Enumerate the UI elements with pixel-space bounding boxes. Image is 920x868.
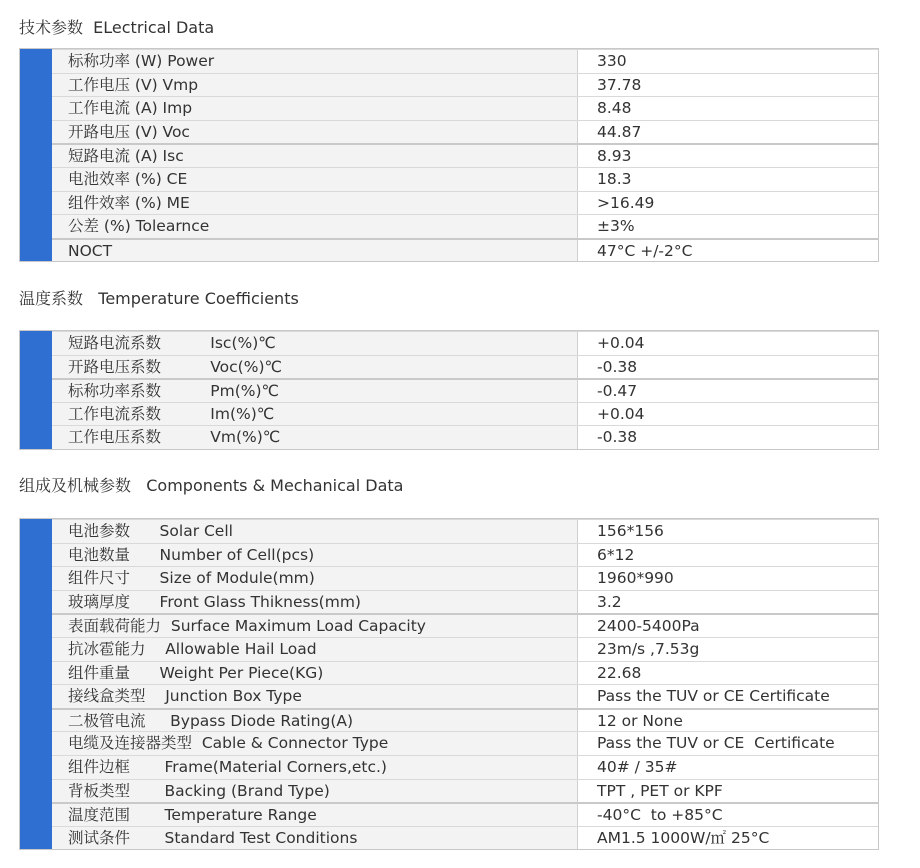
row-value: 8.48 xyxy=(578,97,878,120)
table-row xyxy=(52,120,878,144)
row-label: 电池效率 (%) CE xyxy=(52,168,578,191)
row-value: 3.2 xyxy=(578,591,878,614)
row-label: 标称功率 (W) Power xyxy=(52,50,578,73)
section-title-electrical: 技术参数 ELectrical Data xyxy=(19,18,215,37)
table-row xyxy=(52,73,878,97)
row-value: 22.68 xyxy=(578,662,878,685)
row-label: 电池数量 Number of Cell(pcs) xyxy=(52,544,578,567)
row-value: 330 xyxy=(578,50,878,73)
table-row xyxy=(52,331,878,355)
table-row xyxy=(52,731,878,755)
table-row xyxy=(52,708,878,732)
table-row xyxy=(52,402,878,426)
row-value: 156*156 xyxy=(578,520,878,543)
table-row xyxy=(52,566,878,590)
row-value: TPT , PET or KPF xyxy=(578,780,878,803)
row-label: 工作电流 (A) Imp xyxy=(52,97,578,120)
row-label: 短路电流 (A) Isc xyxy=(52,145,578,167)
row-value: 12 or None xyxy=(578,710,878,732)
row-label: 开路电压系数 Voc(%)℃ xyxy=(52,356,578,379)
table-row xyxy=(52,543,878,567)
row-value: +0.04 xyxy=(578,332,878,355)
row-label: 工作电流系数 Im(%)℃ xyxy=(52,403,578,426)
row-label: 短路电流系数 Isc(%)℃ xyxy=(52,332,578,355)
table-accent-bar xyxy=(20,519,52,849)
row-label: 测试条件 Standard Test Conditions xyxy=(52,827,578,850)
row-value: 6*12 xyxy=(578,544,878,567)
row-label: 玻璃厚度 Front Glass Thikness(mm) xyxy=(52,591,578,614)
table-accent-bar xyxy=(20,49,52,261)
row-value: 2400-5400Pa xyxy=(578,615,878,637)
row-label: 背板类型 Backing (Brand Type) xyxy=(52,780,578,803)
row-label: 二极管电流 Bypass Diode Rating(A) xyxy=(52,710,578,732)
row-value: 8.93 xyxy=(578,145,878,167)
mechanical-data-table xyxy=(19,518,879,850)
table-row xyxy=(52,684,878,708)
row-label: 组件边框 Frame(Material Corners,etc.) xyxy=(52,756,578,779)
table-row xyxy=(52,167,878,191)
row-value: 23m/s ,7.53g xyxy=(578,638,878,661)
section-title-mechanical: 组成及机械参数 Components & Mechanical Data xyxy=(19,476,404,495)
table-row xyxy=(52,613,878,637)
row-label: 电缆及连接器类型 Cable & Connector Type xyxy=(52,732,578,755)
table-row xyxy=(52,425,878,449)
electrical-data-table xyxy=(19,48,879,262)
row-value: 1960*990 xyxy=(578,567,878,590)
row-label: 表面载荷能力 Surface Maximum Load Capacity xyxy=(52,615,578,637)
row-label: 标称功率系数 Pm(%)℃ xyxy=(52,380,578,402)
table-row xyxy=(52,755,878,779)
row-label: 工作电压 (V) Vmp xyxy=(52,74,578,97)
table-row xyxy=(52,590,878,614)
row-value: AM1.5 1000W/㎡ 25°C xyxy=(578,827,878,850)
table-row xyxy=(52,238,878,262)
row-label: 接线盒类型 Junction Box Type xyxy=(52,685,578,708)
row-value: -0.38 xyxy=(578,356,878,379)
row-value: Pass the TUV or CE Certificate xyxy=(578,732,878,755)
row-label: NOCT xyxy=(52,240,578,262)
row-value: -0.47 xyxy=(578,380,878,402)
table-row xyxy=(52,143,878,167)
temperature-coefficients-table xyxy=(19,330,879,450)
row-value: Pass the TUV or CE Certificate xyxy=(578,685,878,708)
table-row xyxy=(52,214,878,238)
table-row xyxy=(52,49,878,73)
row-value: ±3% xyxy=(578,215,878,238)
row-value: >16.49 xyxy=(578,192,878,215)
table-row xyxy=(52,378,878,402)
section-title-temperature: 温度系数 Temperature Coefficients xyxy=(19,289,299,308)
table-row xyxy=(52,96,878,120)
table-accent-bar xyxy=(20,331,52,449)
row-label: 工作电压系数 Vm(%)℃ xyxy=(52,426,578,449)
table-row xyxy=(52,637,878,661)
row-value: 47°C +/-2°C xyxy=(578,240,878,262)
row-value: +0.04 xyxy=(578,403,878,426)
row-value: -40°C to +85°C xyxy=(578,804,878,826)
row-value: 40# / 35# xyxy=(578,756,878,779)
table-row xyxy=(52,779,878,803)
table-row xyxy=(52,661,878,685)
table-row xyxy=(52,519,878,543)
row-value: 18.3 xyxy=(578,168,878,191)
row-label: 开路电压 (V) Voc xyxy=(52,121,578,144)
row-value: 44.87 xyxy=(578,121,878,144)
row-value: 37.78 xyxy=(578,74,878,97)
row-label: 组件尺寸 Size of Module(mm) xyxy=(52,567,578,590)
row-value: -0.38 xyxy=(578,426,878,449)
table-row xyxy=(52,802,878,826)
table-row xyxy=(52,826,878,850)
row-label: 公差 (%) Tolearnce xyxy=(52,215,578,238)
row-label: 电池参数 Solar Cell xyxy=(52,520,578,543)
row-label: 组件重量 Weight Per Piece(KG) xyxy=(52,662,578,685)
table-row xyxy=(52,191,878,215)
row-label: 温度范围 Temperature Range xyxy=(52,804,578,826)
row-label: 抗冰雹能力 Allowable Hail Load xyxy=(52,638,578,661)
row-label: 组件效率 (%) ME xyxy=(52,192,578,215)
table-row xyxy=(52,355,878,379)
